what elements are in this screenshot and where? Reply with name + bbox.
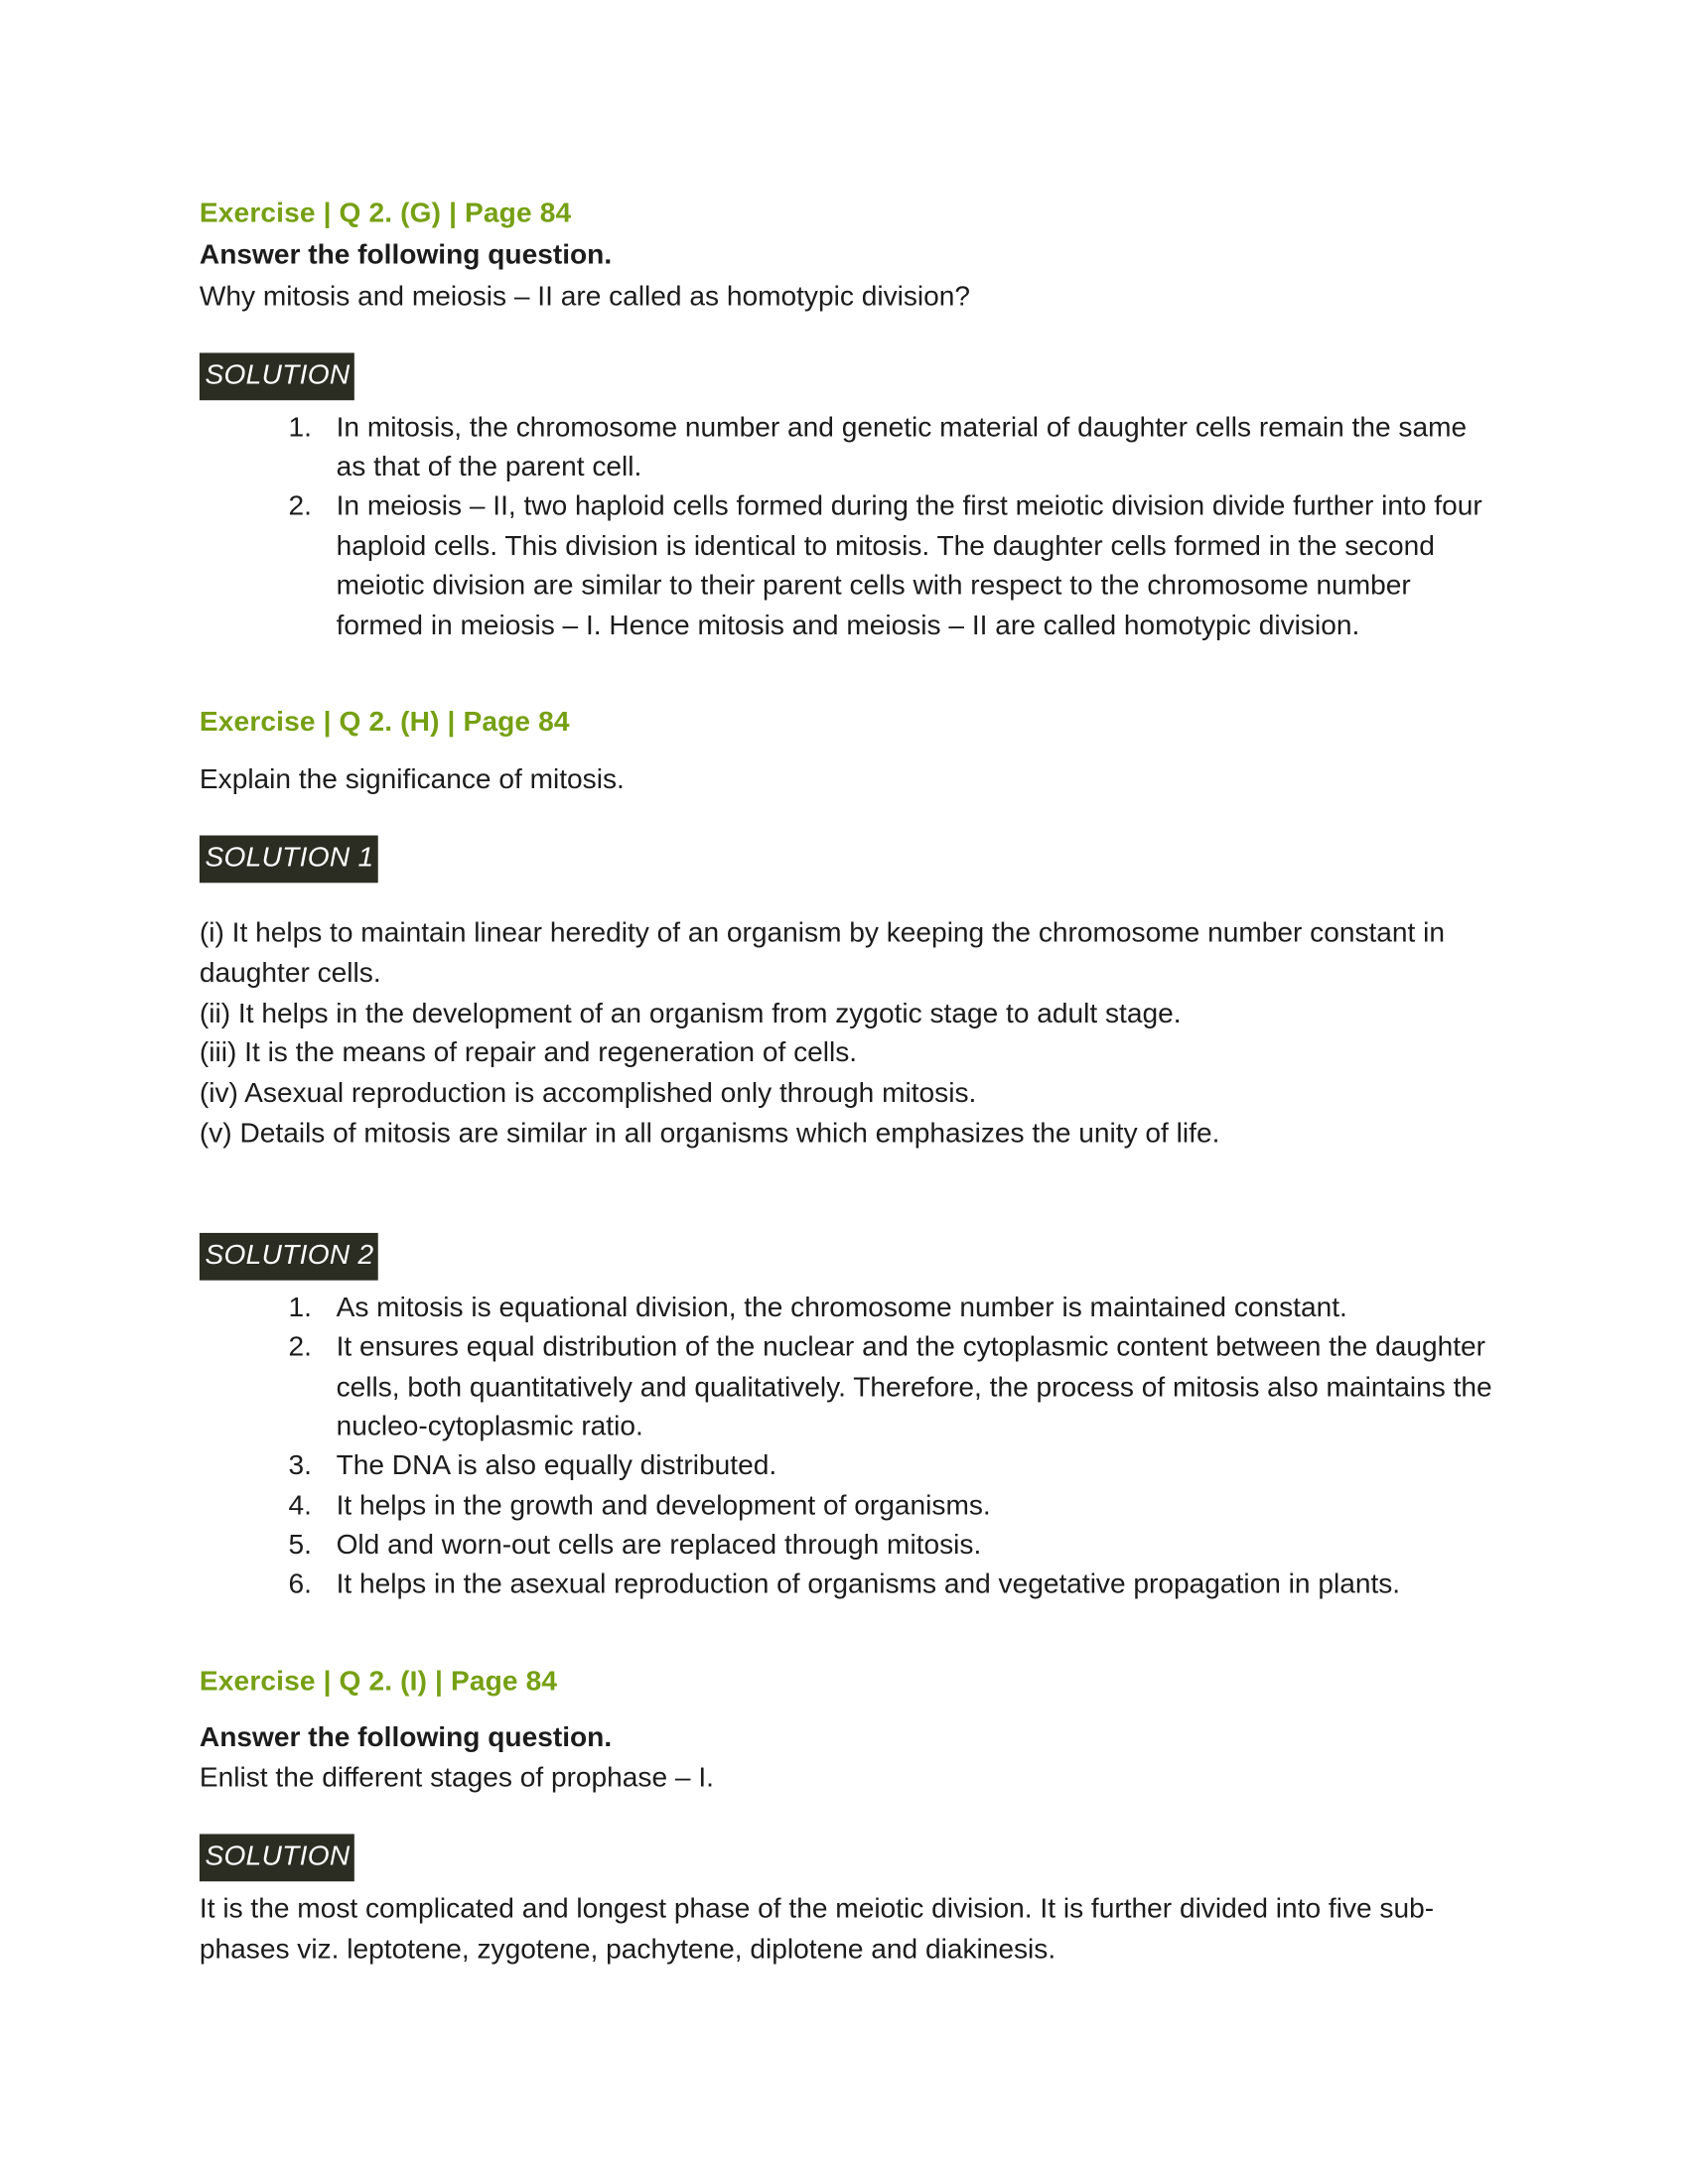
list-item: 3. The DNA is also equally distributed. (320, 1446, 1494, 1486)
prompt-q2i: Answer the following question. (199, 1721, 613, 1753)
roman-line: (ii) It helps in the development of an organism from zygotic stage to adult stage. (199, 998, 1182, 1029)
solution-answer-q2i: It is the most complicated and longest phase of the meiotic division. It is further divided into five sub-phases viz. leptotene, zygotene, pachytene, diplotene and diakinesis. (199, 1894, 1435, 1966)
solution-list-q2h (200, 1289, 1494, 1605)
section-q2i (200, 1664, 1494, 1971)
heading-spacer (200, 1706, 1494, 1719)
exercise-heading-q2h: Exercise | Q 2. (H) | Page 84 (199, 707, 570, 739)
exercise-heading-q2g: Exercise | Q 2. (G) | Page 84 (199, 198, 572, 229)
solution-badge-wrap-q2h-1 (200, 835, 1494, 883)
list-item: 6. It helps in the asexual reproduction of organisms and vegetative propagation in plants. (320, 1566, 1494, 1605)
question-q2h: Explain the significance of mitosis. (199, 763, 625, 795)
solution-badge-q2i: SOLUTION (200, 1835, 354, 1882)
list-item: 2. In meiosis – II, two haploid cells formed during the first meiotic division divide further into four haploid cells. This division is identical to mitosis. The daughter cells formed in the second meiotic division are similar to their parent cells with respect to the chromosome number formed in meiosis – I. Hence mitosis and meiosis – II are called homotypic division. (320, 487, 1494, 646)
list-item: 1. In mitosis, the chromosome number and genetic material of daughter cells remain the same as that of the parent cell. (320, 408, 1494, 487)
heading-spacer (200, 747, 1494, 760)
solution-badge-wrap-q2i (200, 1835, 1494, 1882)
page-content (200, 196, 1494, 1971)
list-item: 4. It helps in the growth and development of organisms. (320, 1486, 1494, 1526)
roman-line: (v) Details of mitosis are similar in all organisms which emphasizes the unity of life. (199, 1118, 1220, 1150)
prompt-q2g: Answer the following question. (199, 239, 613, 271)
list-item: 2. It ensures equal distribution of the nuclear and the cytoplasmic content between the daughter cells, both quantitatively and qualitatively. Therefore, the process of mitosis also maintains the nucleo-cytoplasmic ratio. (320, 1328, 1494, 1447)
solution-badge-q2g: SOLUTION (200, 352, 354, 400)
roman-line: (iii) It is the means of repair and regeneration of cells. (199, 1037, 858, 1069)
solution-1-badge-q2h: SOLUTION 1 (200, 835, 378, 883)
list-item: 1. As mitosis is equational division, the chromosome number is maintained constant. (320, 1289, 1494, 1328)
roman-line: (iv) Asexual reproduction is accomplished only through mitosis. (199, 1078, 977, 1110)
list-item: 5. Old and worn-out cells are replaced through mitosis. (320, 1526, 1494, 1566)
question-q2i: Enlist the different stages of prophase – I. (199, 1763, 714, 1795)
solution-badge-wrap-q2g (200, 352, 1494, 400)
section-spacer (200, 645, 1494, 704)
question-q2g: Why mitosis and meiosis – II are called as homotypic division? (199, 281, 971, 313)
solution-badge-wrap-q2h-2 (200, 1233, 1494, 1281)
roman-list-q2h (200, 913, 1494, 1155)
exercise-heading-q2i: Exercise | Q 2. (I) | Page 84 (199, 1666, 558, 1698)
solution-list-q2g (200, 408, 1494, 645)
section-q2g (200, 196, 1494, 646)
section-q2h (200, 704, 1494, 1604)
section-spacer (200, 1605, 1494, 1664)
solution-2-badge-q2h: SOLUTION 2 (200, 1233, 378, 1281)
solution-spacer (200, 1155, 1494, 1196)
roman-line: (i) It helps to maintain linear heredity of an organism by keeping the chromosome number constant in daughter cells. (199, 917, 1446, 989)
